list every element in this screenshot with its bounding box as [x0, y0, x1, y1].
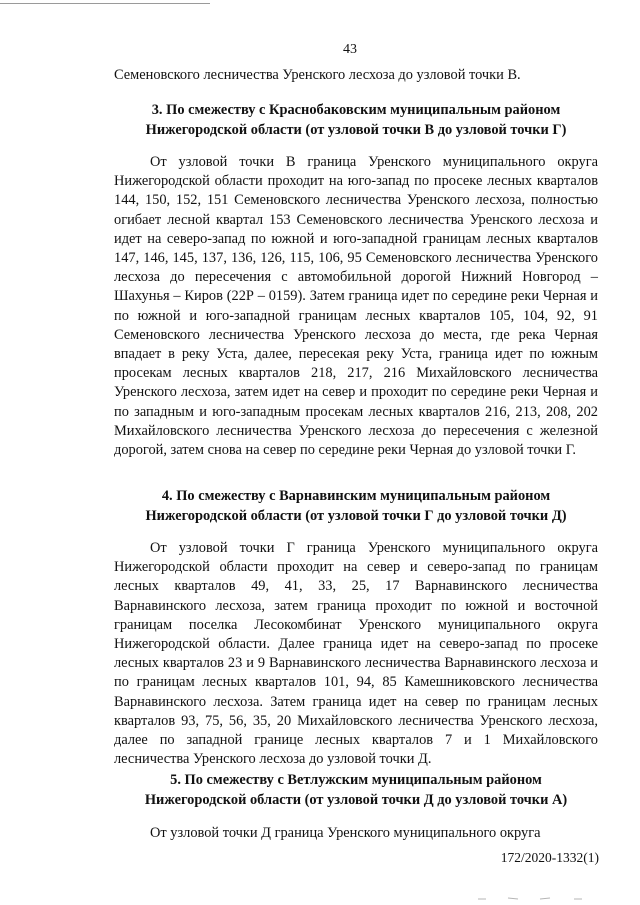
section-4-heading-line2: Нижегородской области (от узловой точки Г до узловой точки Д): [145, 508, 567, 524]
section-5-heading: [114, 770, 598, 810]
page-number: 43: [343, 42, 357, 57]
section-4-heading: [114, 486, 598, 526]
section-5-paragraph: От узловой точки Д граница Уренского муниципального округа: [150, 825, 541, 841]
section-4-paragraph: От узловой точки Г граница Уренского муниципального округа Нижегородской области проходит на север и северо-запад по границам лесных кварталов 49, 41, 33, 25, 17 Варнавинского лесничества Варнавинского лесхоза, затем граница проходит по южной и восточной границам поселка Лесокомбинат Уренского муниципального округа Нижегородской области. Далее граница идет на северо-запад по просеке лесных кварталов 23 и 9 Варнавинского лесничества Варнавинского лесхоза и по границам лесных кварталов 101, 94, 85 Камешниковского лесничества Варнавинского лесхоза. Затем граница идет на север по границам лесных кварталов 93, 75, 56, 35, 20 Михайловского лесничества Уренского лесхоза, далее по западной границе лесных кварталов 7 и 1 Михайловского лесничества Уренского лесхоза до узловой точки Д.: [114, 540, 598, 768]
intro-line: Семеновского лесничества Уренского лесхоза до узловой точки В.: [114, 67, 521, 83]
document-code: 172/2020-1332(1): [500, 850, 599, 865]
section-3-heading-line2: Нижегородской области (от узловой точки В до узловой точки Г): [145, 122, 567, 138]
section-4-heading-line1: 4. По смежеству с Варнавинским муниципальным районом: [161, 488, 551, 504]
section-3-heading-line1: 3. По смежеству с Краснобаковским муниципальным районом: [151, 102, 561, 118]
section-5-heading-line1: 5. По смежеству с Ветлужским муниципальным районом: [170, 772, 542, 788]
section-5-heading-line2: Нижегородской области (от узловой точки Д до узловой точки А): [144, 792, 568, 808]
section-3-heading: [114, 100, 598, 140]
top-rule: [0, 3, 210, 4]
section-3-paragraph: От узловой точки В граница Уренского муниципального округа Нижегородской области проходит на юго-запад по просеке лесных кварталов 144, 150, 152, 151 Семеновского лесничества Уренского лесхоза, полностью огибает лесной квартал 153 Семеновского лесничества Уренского лесхоза и идет на северо-запад по южной и юго-западной границам лесных кварталов 147, 146, 145, 137, 136, 126, 115, 106, 95 Семеновского лесничества Уренского лесхоза до пересечения с автомобильной дорогой Нижний Новгород – Шахунья – Киров (22Р – 0159). Затем граница идет по середине реки Черная и по южной и юго-западной границам лесных кварталов 105, 104, 92, 91 Семеновского лесничества Уренского лесхоза до места, где река Черная впадает в реку Уста, далее, пересекая реку Уста, граница идет по южным просекам лесных кварталов 218, 217, 216 Михайловского лесничества Уренского лесхоза, затем идет на север и проходит по середине реки Черная и по западным и юго-западным просекам лесных кварталов 216, 213, 208, 202 Михайловского лесничества Уренского лесхоза до пересечения с железной дорогой, затем снова на север по середине реки Черная до узловой точки Г.: [114, 154, 598, 459]
scan-artifact-marks: [478, 893, 598, 901]
